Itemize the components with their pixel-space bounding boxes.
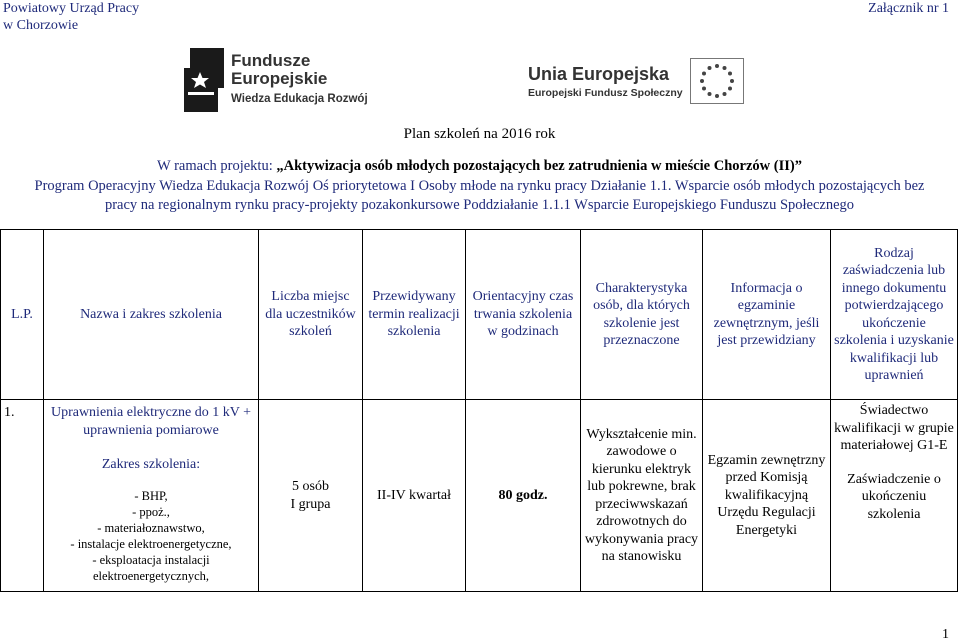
- row-duration: 80 godz.: [466, 400, 581, 592]
- header-target: Charakterystyka osób, dla których szkolenie jest przeznaczone: [581, 230, 703, 400]
- fundusze-europejskie-logo: [184, 46, 369, 114]
- project-name: „Aktywizacja osób młodych pozostających bez zatrudnienia w mieście Chorzów (II)”: [276, 158, 802, 174]
- fe-logo-text: [231, 52, 368, 106]
- places-count: 5 osób: [292, 479, 329, 494]
- scope-list: [47, 488, 255, 584]
- ue-logo-text: [528, 64, 683, 100]
- intro-line3: pracy na regionalnym rynku pracy-projekty pozakonkursowe Poddziałanie 1.1.1 Wsparcie Europejskiego Funduszu Społecznego: [104, 197, 855, 213]
- fe-logo-line2: Europejskie: [231, 69, 328, 88]
- fe-logo-mark-icon: [184, 48, 224, 112]
- row-name-cell: [44, 400, 259, 592]
- intro-line2: Program Operacyjny Wiedza Edukacja Rozwój Oś priorytetowa I Osoby młode na rynku pracy Działanie 1.1. Wsparcie osób młodych pozostających bez: [34, 177, 925, 194]
- header-places: Liczba miejsc dla uczestników szkoleń: [259, 230, 363, 400]
- plan-title: Plan szkoleń na 2016 rok: [403, 126, 556, 142]
- header-lp: L.P.: [1, 230, 44, 400]
- header-term: Przewidywany termin realizacji szkolenia: [363, 230, 466, 400]
- ue-logo-line2: Europejski Fundusz Społeczny: [528, 87, 683, 99]
- intro-line1: [0, 157, 959, 177]
- header-name: Nazwa i zakres szkolenia: [44, 230, 259, 400]
- office-name-line2: w Chorzowie: [3, 18, 79, 33]
- eu-flag-icon: [690, 58, 744, 104]
- header-duration: Orientacyjny czas trwania szkolenia w godzinach: [466, 230, 581, 400]
- certificate-type: Świadectwo kwalifikacji w grupie materiałowej G1-E: [834, 403, 954, 453]
- scope-item: - instalacje elektroenergetyczne,: [70, 536, 232, 551]
- completion-certificate: Zaświadczenie o ukończeniu szkolenia: [847, 471, 941, 522]
- scope-item: - ppoż.,: [132, 504, 170, 519]
- table-row: [1, 400, 958, 592]
- header-exam: Informacja o egzaminie zewnętrznym, jeśli jest przewidziany: [703, 230, 831, 400]
- project-intro: [0, 157, 959, 216]
- training-plan-table: [0, 229, 958, 592]
- fe-logo-line1: Fundusze: [231, 51, 311, 70]
- attachment-label: Załącznik nr 1: [868, 1, 949, 16]
- places-group: I grupa: [290, 496, 331, 512]
- scope-item: - BHP,: [134, 488, 168, 503]
- training-name: Uprawnienia elektryczne do 1 kV + uprawnienia pomiarowe: [50, 405, 252, 438]
- header-certificate: Rodzaj zaświadczenia lub innego dokumentu potwierdzającego ukończenie szkolenia i uzyskanie kwalifikacji lub uprawnień: [831, 230, 958, 400]
- office-name-line1: Powiatowy Urząd Pracy: [3, 1, 140, 16]
- ue-logo-line1: Unia Europejska: [528, 64, 670, 84]
- page-number: 1: [942, 627, 949, 642]
- row-exam: Egzamin zewnętrzny przed Komisją kwalifikacyjną Urzędu Regulacji Energetyki: [703, 400, 831, 592]
- intro-prefix: W ramach projektu:: [157, 158, 277, 174]
- row-lp: 1.: [1, 400, 44, 592]
- row-places-cell: [259, 400, 363, 592]
- office-header: [3, 0, 139, 34]
- fe-logo-line3: Wiedza Edukacja Rozwój: [231, 93, 368, 105]
- row-certificate-cell: [831, 400, 958, 592]
- row-target: Wykształcenie min. zawodowe o kierunku elektryk lub pokrewne, brak przeciwwskazań zdrowotnych do wykonywania pracy na stanowisku: [581, 400, 703, 592]
- scope-item: - materiałoznawstwo,: [97, 520, 205, 535]
- row-term: II-IV kwartał: [363, 400, 466, 592]
- table-header-row: [1, 230, 958, 400]
- scope-label: Zakres szkolenia:: [101, 457, 201, 472]
- scope-item: - eksploatacja instalacji: [92, 552, 210, 567]
- scope-item: elektroenergetycznych,: [92, 568, 210, 583]
- unia-europejska-logo: [528, 58, 743, 108]
